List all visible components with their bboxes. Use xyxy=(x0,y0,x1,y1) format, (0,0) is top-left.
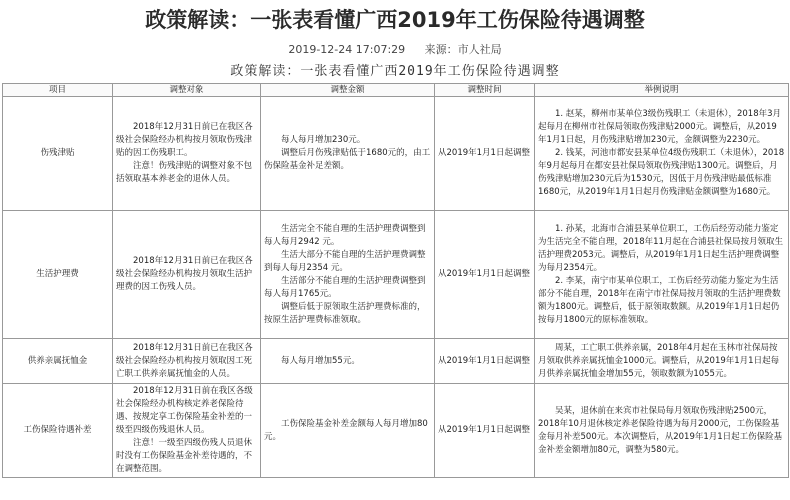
publish-datetime: 2019-12-24 17:07:29 xyxy=(288,43,406,56)
amount-text: 生活部分不能自理的生活护理费调整到每人每月1765元。 xyxy=(264,275,426,299)
amount-text: 生活大部分不能自理的生活护理费调整到每人每月2354 元。 xyxy=(264,249,426,273)
amount-text: 每人每月增加55元。 xyxy=(281,355,360,366)
target-text: 2018年12月31日前已在我区各级社会保险经办机构按月领取生活护理费的因工伤残人员。 xyxy=(116,256,253,292)
amount-text: 生活完全不能自理的生活护理费调整到每人每月2942 元。 xyxy=(264,223,426,247)
target-text: 2018年12月31日前在我区各级社会保险经办机构核定养老保险待遇、按规定享工伤保险基金补差的一级至四级伤残退休人员。 xyxy=(116,386,253,435)
amount-text: 调整后月伤残津贴低于1680元的，由工伤保险基金补足差额。 xyxy=(264,148,431,171)
row-target xyxy=(113,384,261,478)
row-example xyxy=(535,339,789,384)
row-amount xyxy=(261,384,435,478)
row-target xyxy=(113,211,261,339)
header-example: 举例说明 xyxy=(535,84,789,97)
example-text: 2. 钱某，河池市都安县某单位4级伤残职工（未退休），2018年9月起每月在都安县社保局领取伤残津贴1300元。调整后，月伤残津贴增加230元后为1530元，因低于月伤残津贴最低标准1680元，从2019年1月1日起月伤残津贴金额调整为1680元。 xyxy=(538,148,785,197)
example-text: 吴某，退休前在来宾市社保局每月领取伤残津贴2500元，2018年10月退休核定养老保险待遇为每月2000元，工伤保险基金每月补差500元。本次调整后，从2019年1月1日起工伤保险基金补差金额增加80元，调整为580元。 xyxy=(538,405,783,455)
source-label: 来源：市人社局 xyxy=(424,43,502,56)
example-text: 1. 孙某，北海市合浦县某单位职工，工伤后经劳动能力鉴定为生活完全不能自理，2018年11月起在合浦县社保局按月领取生活护理费2053元。调整后，从2019年1月1日起生活护理费调整为每月2354元。 xyxy=(538,223,783,273)
table-row xyxy=(3,384,789,478)
table-row xyxy=(3,339,789,384)
header-time: 调整时间 xyxy=(435,84,535,97)
row-amount xyxy=(261,211,435,339)
header-amount: 调整金额 xyxy=(261,84,435,97)
example-text: 周某，工亡职工供养亲属，2018年4月起在玉林市社保局按月领取供养亲属抚恤金1000元。调整后，从2019年1月1日起每月供养亲属抚恤金增加55元，领取数额为1055元。 xyxy=(538,342,780,379)
row-time: 从2019年1月1日起调整 xyxy=(435,384,535,478)
row-time: 从2019年1月1日起调整 xyxy=(435,339,535,384)
row-amount xyxy=(261,97,435,211)
row-target xyxy=(113,339,261,384)
example-text: 2. 李某，南宁市某单位职工，工伤后经劳动能力鉴定为生活部分不能自理，2018年在南宁市社保局按月领取的生活护理费数额为1800元。调整后，低于原领取数额。从2019年1月1日起仍按每月1800元的原标准领取。 xyxy=(538,275,781,325)
target-note: 注意！伤残津贴的调整对象不包括领取基本养老金的退休人员。 xyxy=(116,161,253,184)
row-item: 伤残津贴 xyxy=(3,97,113,211)
row-time: 从2019年1月1日起调整 xyxy=(435,211,535,339)
table-caption: 政策解读：一张表看懂广西2019年工伤保险待遇调整 xyxy=(230,64,560,79)
table-header-row xyxy=(3,84,789,97)
row-item: 供养亲属抚恤金 xyxy=(3,339,113,384)
page-title: 政策解读：一张表看懂广西2019年工伤保险待遇调整 xyxy=(145,8,645,32)
article-meta xyxy=(0,41,790,57)
row-amount xyxy=(261,339,435,384)
row-example xyxy=(535,384,789,478)
row-example xyxy=(535,97,789,211)
target-text: 2018年12月31日前已在我区各级社会保险经办机构按月领取伤残津贴的因工伤残职工。 xyxy=(116,122,253,158)
row-time: 从2019年1月1日起调整 xyxy=(435,97,535,211)
target-note: 注意！一级至四级伤残人员退休时没有工伤保险基金补差待遇的，不在调整范围。 xyxy=(116,438,253,474)
header-item: 项目 xyxy=(3,84,113,97)
row-target xyxy=(113,97,261,211)
amount-text: 每人每月增加230元。 xyxy=(281,135,366,145)
amount-text: 调整后低于原领取生活护理费标准的，按原生活护理费标准领取。 xyxy=(264,301,426,325)
row-example xyxy=(535,211,789,339)
row-item: 工伤保险待遇补差 xyxy=(3,384,113,478)
amount-text: 工伤保险基金补差金额每人每月增加80元。 xyxy=(264,418,428,442)
example-text: 1. 赵某，柳州市某单位3级伤残职工（未退休），2018年3月起每月在柳州市社保局领取伤残津贴2000元。调整后，从2019年1月1日起，月伤残津贴增加230元，金额调整为2230元。 xyxy=(538,109,782,145)
header-target: 调整对象 xyxy=(113,84,261,97)
target-text: 2018年12月31日前已在我区各级社会保险经办机构按月领取因工死亡职工供养亲属抚恤金的人员。 xyxy=(116,342,253,379)
table-row xyxy=(3,97,789,211)
row-item: 生活护理费 xyxy=(3,211,113,339)
table-row xyxy=(3,211,789,339)
policy-table xyxy=(2,83,789,478)
